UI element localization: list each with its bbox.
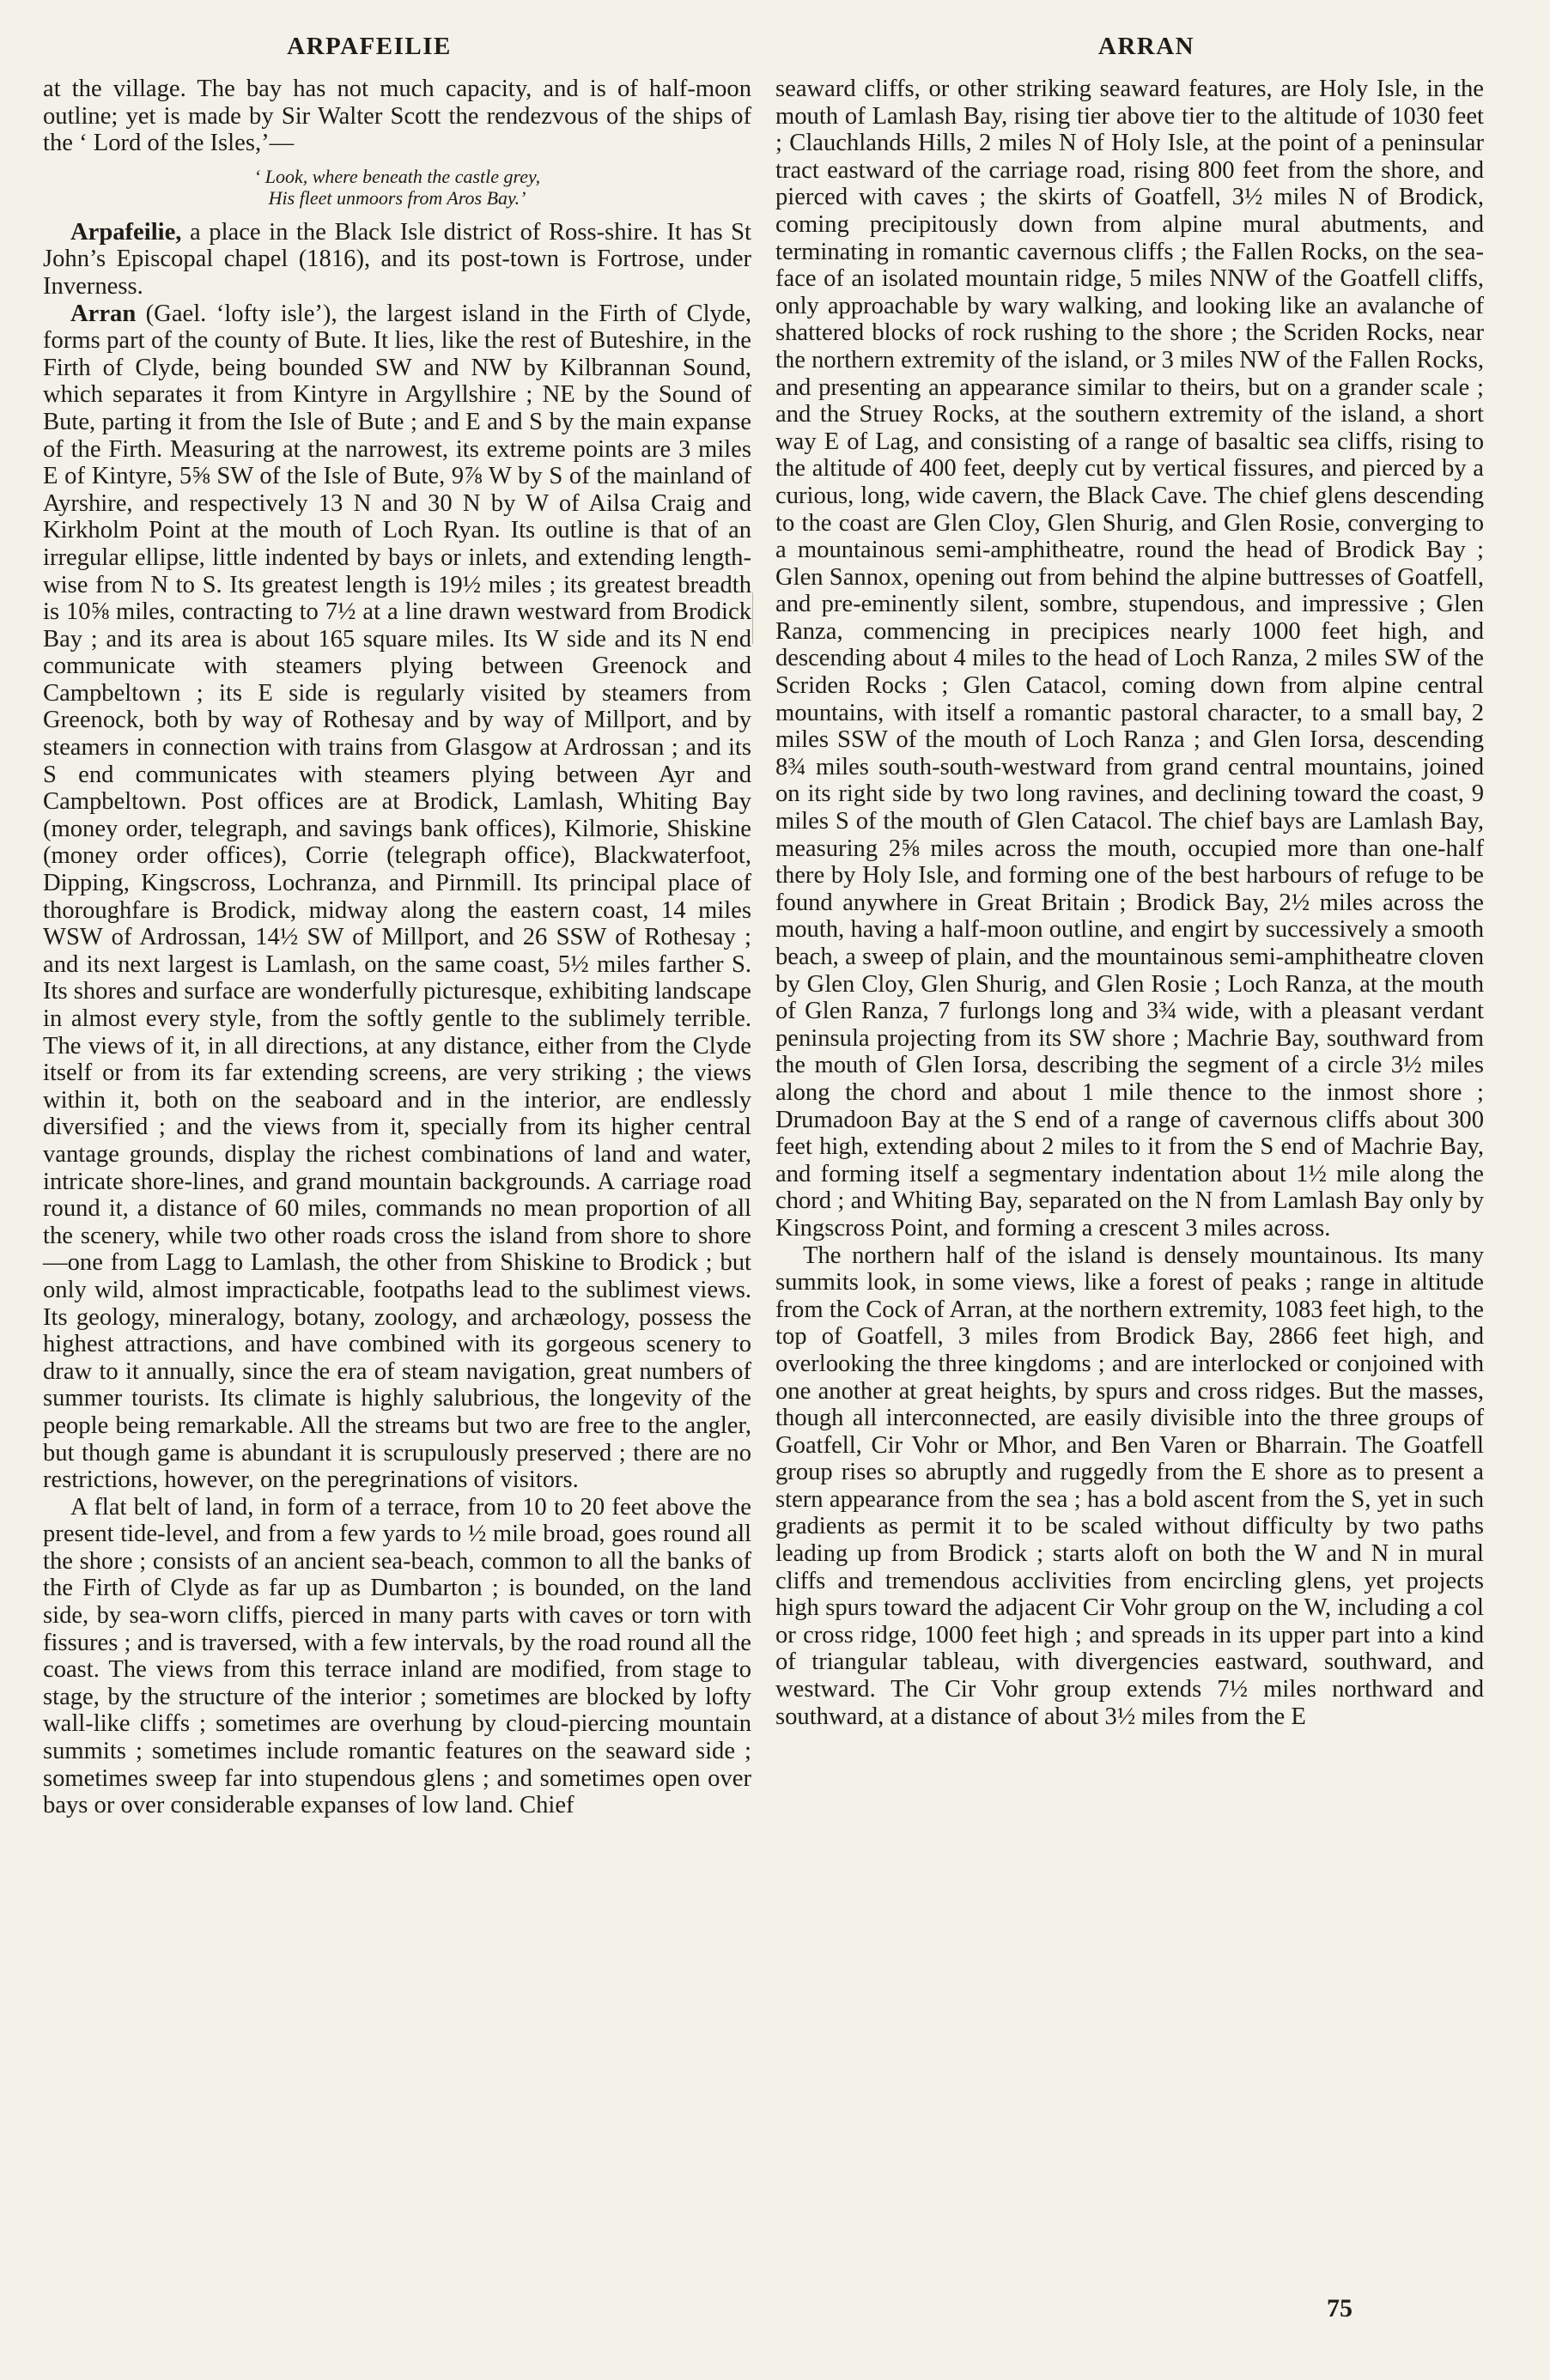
verse-line-2: His fleet unmoors from Aros Bay.’ (268, 186, 526, 209)
entry-heading-arpafeilie: Arpafeilie, (70, 218, 182, 246)
right-column (775, 76, 1484, 1730)
page-number: 75 (1327, 2294, 1352, 2322)
entry-body-arran: (Gael. ‘lofty isle’), the largest island in the Firth of Clyde, forms part of the county of Bute. It lies, like the rest of Buteshire, in the Firth of Clyde, being bounded SW and NW by Kilbrannan Sound, which separates it from Kintyre in Argyllshire ; NE by the Sound of Bute, parting it from the Isle of Bute ; and E and S by the main expanse of the Firth. Measuring at the narrowest, its extreme points are 3 miles E of Kintyre, 5⅝ SW of the Isle of Bute, 9⅞ W by S of the mainland of Ayrshire, and respectively 13 N and 30 N by W of Ailsa Craig and Kirkholm Point at the mouth of Loch Ryan. Its outline is that of an irregular ellipse, little indented by bays or inlets, and extending length-wise from N to S. Its greatest length is 19½ miles ; its greatest breadth is 10⅝ miles, contracting to 7½ at a line drawn westward from Brodick Bay ; and its area is about 165 square miles. Its W side and its N end communicate with steamers plying between Greenock and Campbeltown ; its E side is regularly visited by steamers from Greenock, both by way of Rothesay and by way of Millport, and by steamers in connection with trains from Glasgow at Ardrossan ; and its S end communicates with steamers plying between Ayr and Campbeltown. Post offices are at Brodick, Lamlash, Whiting Bay (money order, telegraph, and savings bank offices), Kilmorie, Shiskine (money order offices), Corrie (telegraph office), Blackwaterfoot, Dipping, Kingscross, Lochranza, and Pirnmill. Its principal place of thoroughfare is Brodick, midway along the eastern coast, 14 miles WSW of Ardrossan, 14½ SW of Millport, and 26 SSW of Rothesay ; and its next largest is Lamlash, on the same coast, 5½ miles farther S. Its shores and surface are wonderfully picturesque, exhibiting landscape in almost every style, from the softly gentle to the sublimely terrible. The views of it, in all directions, at any distance, either from the Clyde itself or from its far extending screens, are very striking ; the views within it, both on the seaboard and in the interior, are endlessly diversified ; and the views from it, specially from its higher central vantage grounds, display the richest combinations of land and water, intricate shore-lines, and grand mountain backgrounds. A carriage road round it, a distance of 60 miles, commands no mean proportion of all the scenery, while two other roads cross the island from shore to shore—one from Lagg to Lamlash, the other from Shiskine to Brodick ; but only wild, almost impracticable, footpaths lead to the sublimest views. Its geology, mineralogy, botany, zoology, and archæology, possess the highest attractions, and have combined with its gorgeous scenery to draw to it annually, since the era of steam navigation, great numbers of summer tourists. Its climate is highly salubrious, the longevity of the people being remarkable. All the streams but two are free to the angler, but though game is abundant it is scrupulously preserved ; there are no restrictions, however, on the peregrinations of visitors. (43, 300, 751, 1494)
running-head-right: ARRAN (1097, 33, 1195, 60)
verse-quote (43, 166, 751, 209)
paragraph-continued: at the village. The bay has not much capacity, and is of half-moon outline; yet is made by Sir Walter Scott the rendezvous of the ships of the ‘ Lord of the Isles,’— (43, 76, 751, 157)
entry-arpafeilie (43, 219, 751, 301)
entry-body-arpafeilie: a place in the Black Isle district of Ross-shire. It has St John’s Episcopal chapel (1816), and its post-town is Fortrose, under Inverness. (43, 218, 751, 300)
left-column (43, 76, 751, 1819)
paragraph-coastal-features: seaward cliffs, or other striking seaward features, are Holy Isle, in the mouth of Lamlash Bay, rising tier above tier to the altitude of 1030 feet ; Clauchlands Hills, 2 miles N of Holy Isle, at the point of a peninsular tract eastward of the carriage road, rising 800 feet from the shore, and pierced with caves ; the skirts of Goatfell, 3½ miles N of Brodick, coming precipitously down from alpine mural abutments, and terminating in romantic cavernous cliffs ; the Fallen Rocks, on the sea-face of an isolated mountain ridge, 5 miles NNW of the Goatfell cliffs, only approachable by wary walking, and looking like an avalanche of shattered blocks of rock rushing to the shore ; the Scriden Rocks, near the northern extremity of the island, or 3 miles NW of the Fallen Rocks, and presenting an appearance similar to theirs, but on a grander scale ; and the Struey Rocks, at the southern extremity of the island, a short way E of Lag, and consisting of a range of basaltic sea cliffs, rising to the altitude of 400 feet, deeply cut by vertical fissures, and pierced by a curious, long, wide cavern, the Black Cave. The chief glens descending to the coast are Glen Cloy, Glen Shurig, and Glen Rosie, converging to a mountainous semi-amphitheatre, round the head of Brodick Bay ; Glen Sannox, opening out from behind the alpine buttresses of Goatfell, and pre-eminently silent, sombre, stupendous, and impressive ; Glen Ranza, commencing in precipices nearly 1000 feet high, and descending about 4 miles to the head of Loch Ranza, 2 miles SW of the Scriden Rocks ; Glen Catacol, coming down from alpine central mountains, with itself a romantic pastoral character, to a small bay, 2 miles SSW of the mouth of Loch Ranza ; and Glen Iorsa, descending 8¾ miles south-south-westward from grand central mountains, joined on its right side by two long ravines, and declining toward the coast, 9 miles S of the mouth of Glen Catacol. The chief bays are Lamlash Bay, measuring 2⅝ miles across the mouth, occupied more than one-half there by Holy Isle, and forming one of the best harbours of refuge to be found anywhere in Great Britain ; Brodick Bay, 2½ miles across the mouth, having a half-moon outline, and engirt by successively a smooth beach, a sweep of plain, and the mountainous semi-amphitheatre cloven by Glen Cloy, Glen Shurig, and Glen Rosie ; Loch Ranza, at the mouth of Glen Ranza, 7 furlongs long and 3¾ wide, with a pleasant verdant peninsula projecting from its SW shore ; Machrie Bay, southward from the mouth of Glen Iorsa, describing the segment of a circle 3½ miles along the chord and about 1 mile thence to the inmost shore ; Drumadoon Bay at the S end of a range of cavernous cliffs about 300 feet high, extending about 2 miles to it from the S end of Machrie Bay, and forming itself a segmentary indentation about 1½ mile along the chord ; and Whiting Bay, separated on the N from Lamlash Bay only by Kingscross Point, and forming a crescent 3 miles across. (775, 76, 1484, 1242)
entry-arran (43, 301, 751, 1494)
paragraph-terrace: A flat belt of land, in form of a terrace, from 10 to 20 feet above the present tide-level, and from a few yards to ½ mile broad, goes round all the shore ; consists of an ancient sea-beach, common to all the banks of the Firth of Clyde as far up as Dumbarton ; is bounded, on the land side, by sea-worn cliffs, pierced in many parts with caves or torn with fissures ; and is traversed, with a few intervals, by the road round all the coast. The views from this terrace inland are modified, from stage to stage, by the structure of the interior ; sometimes are blocked by lofty wall-like cliffs ; sometimes are overhung by cloud-piercing mountain summits ; sometimes include romantic features on the seaward side ; sometimes sweep far into stupendous glens ; and sometimes open over bays or over considerable expanses of low land. Chief (43, 1493, 751, 1819)
entry-heading-arran: Arran (70, 300, 137, 327)
verse-line-1: ‘ Look, where beneath the castle grey, (253, 165, 541, 187)
column-divider (752, 592, 753, 644)
running-head-left: ARPAFEILIE (287, 33, 452, 60)
paragraph-mountains: The northern half of the island is densely mountainous. Its many summits look, in some views, like a forest of peaks ; range in altitude from the Cock of Arran, at the northern extremity, 1083 feet high, to the top of Goatfell, 3 miles from Brodick Bay, 2866 feet high, and overlooking the three kingdoms ; and are interlocked or conjoined with one another at great heights, by spurs and cross ridges. But the masses, though all interconnected, are easily divisible into the three groups of Goatfell, Cir Vohr or Mhor, and Ben Varen or Bharrain. The Goatfell group rises so abruptly and ruggedly from the E shore as to present a stern appearance from the sea ; has a bold ascent from the S, yet in such gradients as permit it to be scaled without difficulty by two paths leading up from Brodick ; starts aloft on both the W and N in mural cliffs and tremendous acclivities from encircling glens, yet projects high spurs toward the adjacent Cir Vohr group on the W, including a col or cross ridge, 1000 feet high ; and spreads in its upper part into a kind of triangular tableau, with divergencies eastward, southward, and westward. The Cir Vohr group extends 7½ miles northward and southward, at a distance of about 3½ miles from the E (775, 1242, 1484, 1730)
